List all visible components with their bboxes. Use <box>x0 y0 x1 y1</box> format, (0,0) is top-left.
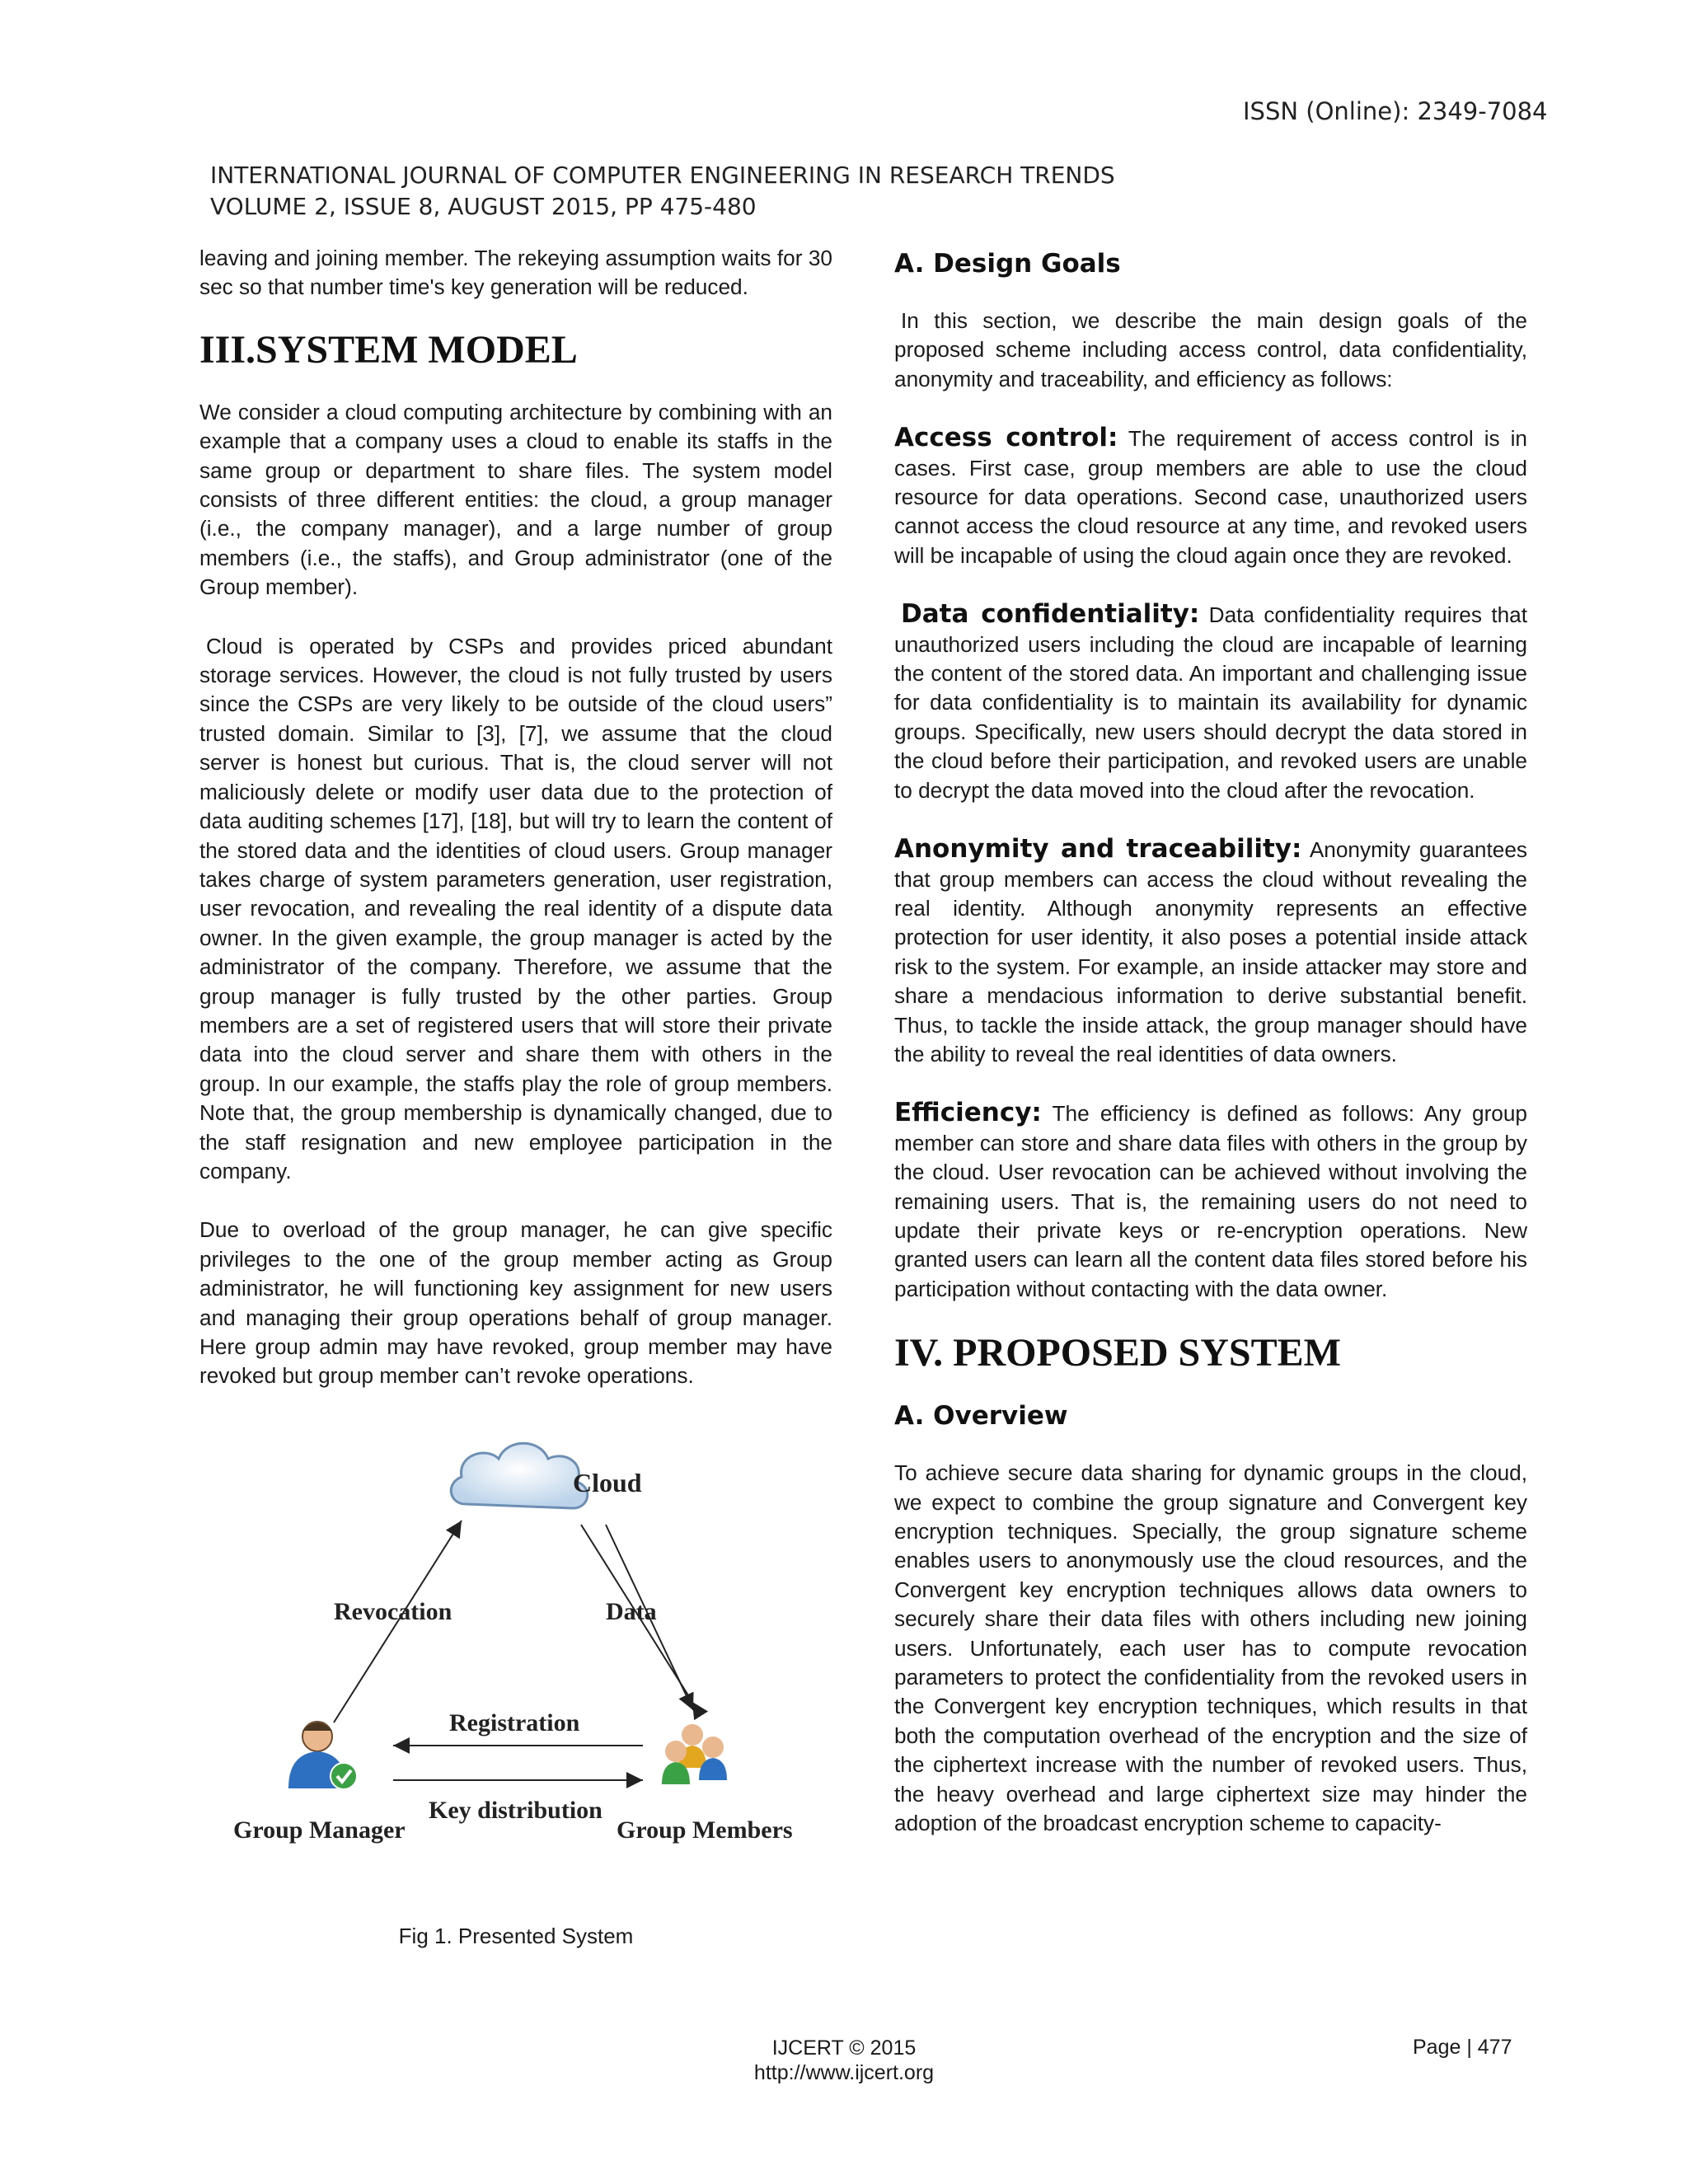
group-manager-icon <box>288 1722 357 1789</box>
access-control-text: The requirement of access control is in cases. First case, group members are able to use the cloud resource for data operations. Second case, unauthorized users cannot access the cloud resource at any time, and revoked users will be incapable of using the cloud again once they are revoked. <box>894 426 1527 568</box>
footer-copyright: IJCERT © 2015 <box>771 2036 917 2060</box>
efficiency-heading: Efficiency: <box>894 1098 1042 1128</box>
system-model-paragraph-3: Due to overload of the group manager, he can give specific privileges to the one of the group member acting as Group administrator, he will functioning key assignment for new users and managing their group operations behalf of group manager. Here group admin may have revoked, group member may have revoked but group member can’t revoke operations. <box>199 1217 832 1389</box>
overview-title: A. Overview <box>894 1401 1068 1432</box>
confidentiality-paragraph <box>894 600 1527 805</box>
cloud-label: Cloud <box>573 1468 642 1497</box>
access-control-heading: Access control: <box>894 423 1118 453</box>
revocation-label: Revocation <box>334 1598 452 1625</box>
system-figure <box>210 1418 837 1904</box>
group-manager-label: Group Manager <box>233 1816 406 1844</box>
system-model-paragraph-2: Cloud is operated by CSPs and provides priced abundant storage services. However, the cloud is not fully trusted by users since the CSPs are very likely to be outside of the cloud users” trusted domain. Similar to [3], [7], we assume that the cloud server is honest but curious. That is, the cloud server will not maliciously delete or modify user data due to the protection of data auditing schemes [17], [18], but will try to learn the content of the stored data and the identities of cloud users. Group manager takes charge of system parameters generation, user registration, user revocation, and revealing the real identity of a dispute data owner. In the given example, the group manager is acted by the administrator of the company. Therefore, we assume that the group manager is fully trusted by the other parties. Group members are a set of registered users that will store their private data into the cloud server and share them with others in the group. In our example, the staffs play the role of group members. Note that, the group membership is dynamically changed, due to the staff resignation and new employee participation in the company. <box>199 633 832 1183</box>
journal-header <box>210 160 1115 223</box>
cloud-icon <box>451 1443 587 1508</box>
issn-label: ISSN (Online): 2349-7084 <box>1243 97 1548 125</box>
section-title-proposed-system: IV. PROPOSED SYSTEM <box>894 1331 1341 1376</box>
group-members-icon <box>662 1724 727 1784</box>
left-column <box>199 244 832 1391</box>
anonymity-text: Anonymity guarantees that group members can access the cloud without revealing the real identity. Although anonymity represents an effective protection for user identity, it also poses a potential inside attack risk to the system. For example, an inside attacker may store and share a mendacious information to derive substantial benefit. Thus, to tackle the inside attack, the group manager should have the ability to reveal the real identities of data owners. <box>894 837 1527 1066</box>
anonymity-paragraph <box>894 835 1527 1069</box>
footer-url[interactable]: http://www.ijcert.org <box>753 2061 935 2084</box>
page-number: Page | 477 <box>1413 2036 1512 2059</box>
figure-caption: Fig 1. Presented System <box>398 1924 634 1948</box>
footer <box>679 2036 1009 2085</box>
access-control-paragraph <box>894 424 1527 570</box>
design-goals-title: A. Design Goals <box>894 249 1121 279</box>
efficiency-paragraph <box>894 1099 1527 1304</box>
anonymity-heading: Anonymity and traceability: <box>894 834 1302 865</box>
right-column <box>894 244 1527 1838</box>
efficiency-text: The efficiency is defined as follows: Any group member can store and share data files with others in the group by the cloud. User revocation can be achieved without involving the remaining users. That is, the remaining users do not need to update their private keys or re-encryption operations. New granted users can learn all the content data files stored before his participation without contacting with the data owner. <box>894 1101 1527 1301</box>
system-model-paragraph-1: We consider a cloud computing architecture by combining with an example that a company uses a cloud to enable its staffs in the same group or department to share files. The system model consists of three different entities: the cloud, a group manager (i.e., the company manager), and a large number of group members (i.e., the staffs), and Group administrator (one of the Group member). <box>199 399 832 600</box>
intro-paragraph: leaving and joining member. The rekeying assumption waits for 30 sec so that number time's key generation will be reduced. <box>199 246 832 300</box>
group-members-label: Group Members <box>617 1816 793 1844</box>
confidentiality-text: Data confidentiality requires that unauthorized users including the cloud are incapable of learning the content of the stored data. An important and challenging issue for data confidentiality is to maintain its availability for dynamic groups. Specifically, new users should decrypt the data stored in the cloud before their participation, and revoked users are unable to decrypt the data moved into the cloud after the revocation. <box>894 602 1527 803</box>
data-label: Data <box>606 1598 657 1625</box>
overview-paragraph: To achieve secure data sharing for dynamic groups in the cloud, we expect to combine the group signature and Convergent key encryption techniques. Specially, the group signature scheme enables users to anonymously use the cloud resources, and the Convergent key encryption techniques allows data owners to securely share their data files with others including new joining users. Unfortunately, each user has to compute revocation parameters to protect the confidentiality from the revoked users in the Convergent key encryption techniques, which results in that both the computation overhead of the encryption and the size of the ciphertext increase with the number of revoked users. Thus, the heavy overhead and large ciphertext size may hinder the adoption of the broadcast encryption scheme to capacity- <box>894 1460 1527 1836</box>
registration-label: Registration <box>449 1709 580 1736</box>
journal-volume: VOLUME 2, ISSUE 8, AUGUST 2015, PP 475-480 <box>210 193 757 220</box>
design-goals-intro: In this section, we describe the main design goals of the proposed scheme including access control, data confidentiality, anonymity and traceability, and efficiency as follows: <box>894 308 1527 391</box>
journal-title: INTERNATIONAL JOURNAL OF COMPUTER ENGINEERING IN RESEARCH TRENDS <box>210 162 1115 189</box>
section-title-system-model: III.SYSTEM MODEL <box>199 327 578 372</box>
confidentiality-heading: Data confidentiality: <box>901 599 1200 630</box>
key-distribution-label: Key distribution <box>429 1797 603 1824</box>
